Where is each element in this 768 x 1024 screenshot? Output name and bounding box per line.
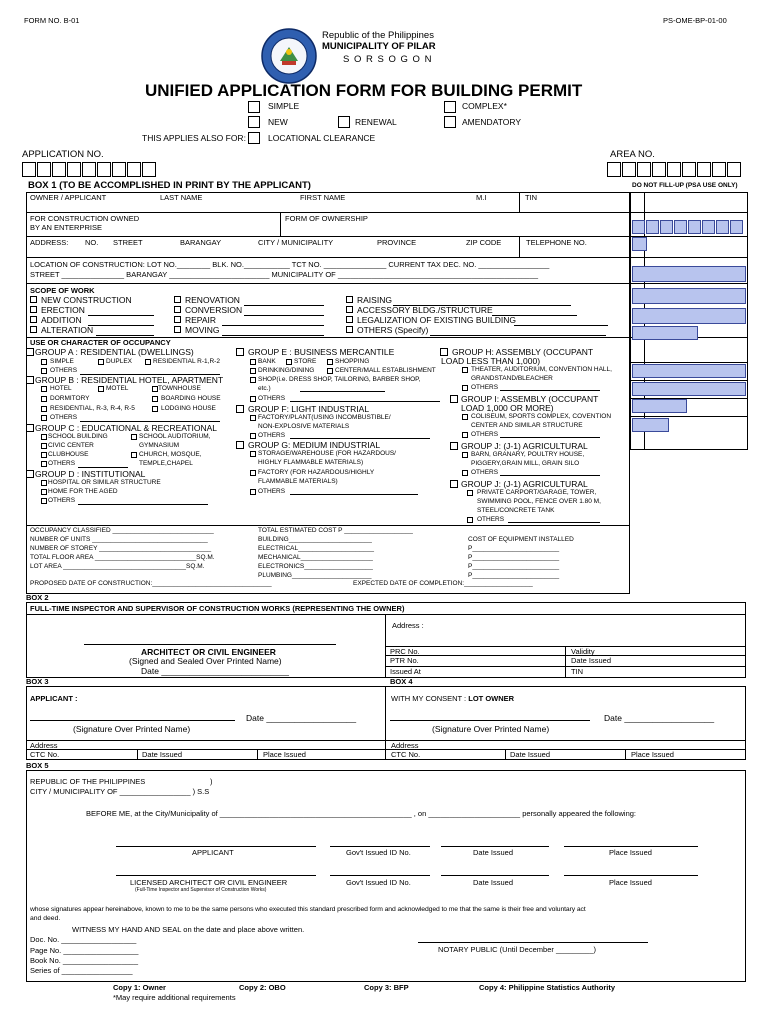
group-g-label: GROUP G: MEDIUM INDUSTRIAL [248, 440, 381, 450]
group-j2-checkbox[interactable] [450, 480, 458, 488]
gj-tank: STEEL/CONCRETE TANK [477, 507, 555, 514]
psa-box [632, 364, 746, 378]
group-f-label: GROUP F: LIGHT INDUSTRIAL [248, 404, 370, 414]
fulltime-inspector-note: (Full-Time Inspector and Supervisor of Construction Works) [135, 887, 267, 893]
scope-item: RAISING [357, 295, 392, 305]
gb-lodging-checkbox[interactable] [152, 406, 158, 412]
applicant-label: APPLICANT : [30, 694, 78, 703]
location-line-2[interactable]: STREET _______________ BARANGAY ________________________ MUNICIPALITY OF ________________________________________________ [30, 270, 539, 279]
enterprise-label-2: BY AN ENTERPRISE [30, 223, 102, 232]
scope-title: SCOPE OF WORK [30, 286, 95, 295]
copy-3: Copy 3: BFP [364, 983, 409, 992]
box4-date-issued: Date Issued [510, 750, 551, 759]
gj-others2: OTHERS [477, 516, 505, 523]
gg-others: OTHERS [258, 488, 286, 495]
address-street-label: STREET [113, 238, 143, 247]
psa-box [632, 418, 669, 432]
group-a-checkbox[interactable] [26, 348, 34, 356]
municipal-seal [260, 27, 318, 85]
gc-church-checkbox[interactable] [131, 452, 137, 458]
ge-shop: SHOP(i.e. DRESS SHOP, TAILORING, BARBER SHOP, [258, 376, 421, 383]
group-f-checkbox[interactable] [236, 405, 244, 413]
renewal-label: RENEWAL [355, 117, 397, 127]
book-no[interactable]: Book No. __________________ [30, 956, 139, 965]
gh-grandstand: GRANDSTAND/BLEACHER [471, 375, 553, 382]
gb-boarding-checkbox[interactable] [152, 396, 158, 402]
series-of[interactable]: Series of _________________ [30, 966, 133, 975]
box2-tin-label: TIN [571, 667, 584, 676]
group-d-label: GROUP D : INSTITUTIONAL [35, 469, 146, 479]
group-j2-label: GROUP J: (J-1) AGRICULTURAL [461, 479, 588, 489]
gi-center: CENTER AND SIMILAR STRUCTURE [471, 422, 583, 429]
first-name-label: FIRST NAME [300, 193, 346, 202]
scope-alteration-checkbox[interactable] [30, 326, 37, 333]
group-h-label-b: LOAD LESS THAN 1,000) [441, 356, 541, 366]
box3-address: Address [30, 741, 58, 750]
ge-mall-checkbox[interactable] [327, 368, 333, 374]
mi-label: M.I [476, 193, 487, 202]
ge-bank: BANK [258, 358, 276, 365]
republic-line: Republic of the Philippines [322, 30, 434, 41]
notary-place-issued: Place Issued [609, 848, 652, 857]
cost-electronics[interactable]: ELECTRONICS___________________ [258, 563, 373, 570]
gg-storage: STORAGE/WAREHOUSE (FOR HAZARDOUS/ [258, 450, 396, 457]
scope-item: ADDITION [41, 315, 82, 325]
number-of-storey[interactable]: NUMBER OF STOREY _______________________________ [30, 545, 212, 552]
group-b-label: GROUP B : RESIDENTIAL HOTEL, APARTMENT [35, 375, 224, 385]
box4-date[interactable]: Date ___________________ [604, 713, 715, 723]
notary-applicant: APPLICANT [192, 848, 234, 857]
box1-title: BOX 1 (TO BE ACCOMPLISHED IN PRINT BY THE APPLICANT) [28, 180, 311, 191]
scope-moving-checkbox[interactable] [174, 326, 181, 333]
republic-label: REPUBLIC OF THE PHILIPPINES [30, 777, 146, 786]
gb-hotel: HOTEL [50, 385, 72, 392]
ga-duplex-checkbox[interactable] [98, 359, 104, 365]
gg-others-checkbox[interactable] [250, 489, 256, 495]
notary-public-label: NOTARY PUBLIC (Until December _________) [438, 945, 596, 954]
scope-raising-checkbox[interactable] [346, 296, 353, 303]
ge-shop-checkbox[interactable] [250, 377, 256, 383]
province-line: S O R S O G O N [343, 54, 433, 65]
gc-temple: TEMPLE,CHAPEL [139, 460, 193, 467]
republic-paren: ) [210, 777, 213, 786]
address-province-label: PROVINCE [377, 238, 417, 247]
gg-factory-checkbox[interactable] [250, 470, 256, 476]
ga-simple: SIMPLE [50, 358, 74, 365]
address-label: ADDRESS: [30, 238, 69, 247]
box4-place-issued: Place Issued [631, 750, 674, 759]
new-label: NEW [268, 117, 288, 127]
gg-flammable: HIGHLY FLAMMABLE MATERIALS) [258, 459, 364, 466]
occupancy-classified[interactable]: OCCUPANCY CLASSIFIED ____________________________ [30, 527, 214, 534]
application-no-label: APPLICATION NO. [22, 149, 104, 160]
group-i-label: GROUP I: ASSEMBLY (OCCUPANT [461, 394, 599, 404]
gd-home-checkbox[interactable] [41, 489, 47, 495]
box2-date[interactable]: Date ___________________________ [141, 666, 289, 676]
gc-school-checkbox[interactable] [41, 434, 47, 440]
ge-mall: CENTER/MALL ESTABLISHMENT [335, 367, 436, 374]
gh-theater-checkbox[interactable] [462, 367, 468, 373]
gc-others-checkbox[interactable] [41, 461, 47, 467]
group-e-label: GROUP E : BUSINESS MERCANTILE [248, 347, 395, 357]
group-c-checkbox[interactable] [26, 424, 34, 432]
gb-motel: MOTEL [106, 385, 129, 392]
group-h-label: GROUP H: ASSEMBLY (OCCUPANT [452, 347, 594, 357]
group-e-checkbox[interactable] [236, 348, 244, 356]
signed-sealed-label: (Signed and Sealed Over Printed Name) [129, 656, 282, 666]
form-ownership-label: FORM OF OWNERSHIP [285, 214, 368, 223]
gf-factory-checkbox[interactable] [250, 415, 256, 421]
scope-item: LEGALIZATION OF EXISTING BUILDING [357, 315, 517, 325]
scope-new-checkbox[interactable] [30, 296, 37, 303]
gb-others: OTHERS [50, 414, 78, 421]
equipment-line[interactable]: P________________________ [468, 563, 560, 570]
gj-barn: BARN, GRANARY, POULTRY HOUSE, [471, 451, 585, 458]
number-of-units[interactable]: NUMBER OF UNITS ________________________________ [30, 536, 208, 543]
gb-townhouse: TOWNHOUSE [158, 385, 201, 392]
gd-home: HOME FOR THE AGED [48, 488, 118, 495]
gb-lodging: LODGING HOUSE [161, 405, 216, 412]
scope-erection-checkbox[interactable] [30, 306, 37, 313]
box2-label: BOX 2 [26, 593, 49, 602]
equipment-line[interactable]: P________________________ [468, 554, 560, 561]
equipment-cost-label: COST OF EQUIPMENT INSTALLED [468, 536, 574, 543]
scope-item: OTHERS (Specify) [357, 325, 429, 335]
copy-1: Copy 1: Owner [113, 983, 166, 992]
locational-checkbox[interactable] [248, 132, 260, 144]
gc-clubhouse: CLUBHOUSE [48, 451, 89, 458]
form-number: FORM NO. B-01 [24, 16, 80, 25]
cost-mechanical[interactable]: MECHANICAL____________________ [258, 554, 373, 561]
box4-ctc: CTC No. [391, 750, 421, 759]
box2-title: FULL-TIME INSPECTOR AND SUPERVISOR OF CONSTRUCTION WORKS (REPRESENTING THE OWNER) [30, 604, 405, 613]
applies-also-label: THIS APPLIES ALSO FOR: [142, 133, 246, 143]
group-j-checkbox[interactable] [450, 442, 458, 450]
box2-address-label: Address : [392, 621, 424, 630]
group-d-checkbox[interactable] [26, 470, 34, 478]
gi-coliseum: COLISEUM, SPORTS COMPLEX, COVENTION [471, 413, 612, 420]
gf-nonexplosive: NON-EXPLOSIVE MATERIALS [258, 423, 350, 430]
gj-piggery: PIGGERY,GRAIN MILL, GRAIN SILO [471, 460, 580, 467]
ga-others: OTHERS [50, 367, 78, 374]
last-name-label: LAST NAME [160, 193, 203, 202]
box3-place-issued: Place Issued [263, 750, 306, 759]
address-barangay-label: BARANGAY [180, 238, 222, 247]
telephone-label: TELEPHONE NO. [526, 238, 587, 247]
ge-shopping-checkbox[interactable] [327, 359, 333, 365]
doc-no[interactable]: Doc. No. __________________ [30, 935, 137, 944]
complex-checkbox[interactable] [444, 101, 456, 113]
gi-others-checkbox[interactable] [462, 432, 468, 438]
psa-box [632, 266, 746, 282]
gc-auditorium-checkbox[interactable] [131, 434, 137, 440]
ga-others-checkbox[interactable] [41, 368, 47, 374]
owner-label: OWNER / APPLICANT [30, 193, 107, 202]
prc-label: PRC No. [390, 647, 420, 656]
group-b-checkbox[interactable] [26, 376, 34, 384]
city-ss-label: CITY / MUNICIPALITY OF _________________ ) S.S [30, 787, 210, 796]
psa-box [632, 237, 647, 251]
gf-factory: FACTORY/PLANT(USING INCOMBUSTIBLE/ [258, 414, 391, 421]
before-me-text: BEFORE ME, at the City/Municipality of ______________________________________________ , on ______________________ personally appeared the following: [86, 809, 637, 818]
ge-store-checkbox[interactable] [286, 359, 292, 365]
gg-storage-checkbox[interactable] [250, 451, 256, 457]
notary-date-issued-2: Date Issued [473, 878, 514, 887]
group-i-label-b: LOAD 1,000 OR MORE) [461, 403, 554, 413]
ge-shop-etc: etc.) [258, 385, 271, 392]
gj-carport-checkbox[interactable] [467, 490, 473, 496]
psa-box [632, 326, 698, 340]
scope-item: REPAIR [185, 315, 217, 325]
gb-motel-checkbox[interactable] [98, 386, 104, 392]
scope-item: ALTERATION [41, 325, 94, 335]
total-estimated-cost[interactable]: TOTAL ESTIMATED COST P ___________________ [258, 527, 413, 534]
application-no-boxes[interactable] [22, 162, 157, 177]
gb-boarding: BOARDING HOUSE [161, 395, 221, 402]
gj-others2-checkbox[interactable] [467, 517, 473, 523]
group-c-label: GROUP C : EDUCATIONAL & RECREATIONAL [35, 423, 217, 433]
box4-label: BOX 4 [390, 677, 413, 686]
gj-barn-checkbox[interactable] [462, 452, 468, 458]
gd-others-checkbox[interactable] [41, 498, 47, 504]
ptr-label: PTR No. [390, 656, 419, 665]
ge-dining: DRINKING/DINING [258, 367, 315, 374]
witness-text: WITNESS MY HAND AND SEAL on the date and place above written. [72, 925, 305, 934]
scope-addition-checkbox[interactable] [30, 316, 37, 323]
govt-id-label: Gov't Issued ID No. [346, 848, 411, 857]
gb-residential: RESIDENTIAL, R-3, R-4, R-5 [50, 405, 135, 412]
enterprise-label-1: FOR CONSTRUCTION OWNED [30, 214, 140, 223]
box5-label: BOX 5 [26, 761, 49, 770]
psa-box [632, 399, 687, 413]
area-no-boxes[interactable] [607, 162, 742, 177]
psa-box [632, 288, 746, 304]
ge-others: OTHERS [258, 395, 286, 402]
scope-item: NEW CONSTRUCTION [41, 295, 132, 305]
scope-item: ERECTION [41, 305, 85, 315]
gj-others-checkbox[interactable] [462, 470, 468, 476]
page-no[interactable]: Page No. __________________ [30, 946, 139, 955]
expected-date[interactable]: EXPECTED DATE OF COMPLETION:___________________ [353, 580, 533, 587]
scope-others-checkbox[interactable] [346, 326, 353, 333]
ga-residential-checkbox[interactable] [145, 359, 151, 365]
notary-date-issued: Date Issued [473, 848, 514, 857]
group-h-checkbox[interactable] [440, 348, 448, 356]
gi-coliseum-checkbox[interactable] [462, 414, 468, 420]
scope-repair-checkbox[interactable] [174, 316, 181, 323]
validity-label: Validity [571, 647, 595, 656]
gj-carport: PRIVATE CARPORT/GARAGE, TOWER, [477, 489, 597, 496]
scope-conversion-checkbox[interactable] [174, 306, 181, 313]
group-i-checkbox[interactable] [450, 395, 458, 403]
equipment-line[interactable]: P________________________ [468, 545, 560, 552]
amendatory-checkbox[interactable] [444, 116, 456, 128]
gh-others-checkbox[interactable] [462, 385, 468, 391]
locational-label: LOCATIONAL CLEARANCE [268, 133, 376, 143]
gj-others: OTHERS [471, 469, 499, 476]
gc-others: OTHERS [48, 460, 76, 467]
ge-store: STORE [294, 358, 317, 365]
scope-item: MOVING [185, 325, 220, 335]
gj-pool: SWIMMING POOL, FENCE OVER 1.80 M, [477, 498, 601, 505]
scope-accessory-checkbox[interactable] [346, 306, 353, 313]
gc-gymnasium: GYMNASIUM [139, 442, 180, 449]
simple-checkbox[interactable] [248, 101, 260, 113]
gh-others: OTHERS [471, 384, 499, 391]
issued-at-label: Issued At [390, 667, 421, 676]
area-no-label: AREA NO. [610, 149, 655, 160]
box4-address: Address [391, 741, 419, 750]
gg-factory-b: FLAMMABLE MATERIALS) [258, 478, 338, 485]
psa-use-only-label: DO NOT FILL-UP (PSA USE ONLY) [632, 182, 738, 189]
ga-residential: RESIDENTIAL R-1,R-2 [153, 358, 220, 365]
gb-residential-checkbox[interactable] [41, 406, 47, 412]
govt-id-label-2: Gov't Issued ID No. [346, 878, 411, 887]
gb-dormitory-checkbox[interactable] [41, 396, 47, 402]
group-a-label: GROUP A : RESIDENTIAL (DWELLINGS) [35, 347, 194, 357]
architect-label: ARCHITECT OR CIVIL ENGINEER [141, 647, 276, 657]
amendatory-label: AMENDATORY [462, 117, 522, 127]
copy-4: Copy 4: Philippine Statistics Authority [479, 983, 615, 992]
gi-others: OTHERS [471, 431, 499, 438]
simple-label: SIMPLE [268, 101, 300, 111]
gc-civic: CIVIC CENTER [48, 442, 94, 449]
licensed-architect-label: LICENSED ARCHITECT OR CIVIL ENGINEER [130, 878, 288, 887]
scope-item: CONVERSION [185, 305, 243, 315]
gb-others-checkbox[interactable] [41, 415, 47, 421]
new-checkbox[interactable] [248, 116, 260, 128]
gh-theater: THEATER, AUDITORIUM, CONVENTION HALL, [471, 366, 612, 373]
psa-code-boxes [632, 220, 746, 234]
consent-label: WITH MY CONSENT : LOT OWNER [391, 694, 515, 703]
total-floor-area[interactable]: TOTAL FLOOR AREA ____________________________SQ.M. [30, 554, 215, 561]
box4-signature-label: (Signature Over Printed Name) [432, 724, 550, 734]
acknowledgment-text-2: and deed. [30, 915, 61, 922]
notary-place-issued-2: Place Issued [609, 878, 652, 887]
additional-requirements-note: *May require additional requirements [113, 993, 236, 1002]
gc-clubhouse-checkbox[interactable] [41, 452, 47, 458]
psa-box [632, 308, 746, 324]
lot-area[interactable]: LOT AREA __________________________________SQ.M. [30, 563, 205, 570]
acknowledgment-text: whose signatures appear hereinabove, known to me to be the same persons who executed this standard prescribed form and acknowledged to me that the same is their free and voluntary act [30, 906, 586, 913]
gc-school: SCHOOL BUILDING [48, 433, 108, 440]
gf-others-checkbox[interactable] [250, 433, 256, 439]
form-code: PS-OME-BP-01-00 [663, 16, 727, 25]
gd-hospital-checkbox[interactable] [41, 480, 47, 486]
page-title: UNIFIED APPLICATION FORM FOR BUILDING PERMIT [145, 81, 583, 100]
ga-simple-checkbox[interactable] [41, 359, 47, 365]
ga-duplex: DUPLEX [106, 358, 133, 365]
gd-hospital: HOSPITAL OR SIMILAR STRUCTURE [48, 479, 161, 486]
cost-building[interactable]: BUILDING_______________________ [258, 536, 372, 543]
cost-plumbing[interactable]: PLUMBING______________________ [258, 572, 372, 579]
ge-shopping: SHOPPING [335, 358, 370, 365]
box3-date-issued: Date Issued [142, 750, 183, 759]
tin-label: TIN [525, 193, 538, 202]
psa-box [632, 382, 746, 396]
date-issued-label: Date Issued [571, 656, 612, 665]
gg-factory: FACTORY (FOR HAZARDOUS/HIGHLY [258, 469, 375, 476]
scope-renovation-checkbox[interactable] [174, 296, 181, 303]
gd-others: OTHERS [48, 497, 76, 504]
group-j-label: GROUP J: (J-1) AGRICULTURAL [461, 441, 588, 451]
scope-item: ACCESSORY BLDG./STRUCTURE [357, 305, 493, 315]
ge-others-checkbox[interactable] [250, 396, 256, 402]
gc-church: CHURCH, MOSQUE, [139, 451, 202, 458]
group-g-checkbox[interactable] [236, 441, 244, 449]
gb-hotel-checkbox[interactable] [41, 386, 47, 392]
proposed-date[interactable]: PROPOSED DATE OF CONSTRUCTION:_________________________________ [30, 580, 272, 587]
box3-label: BOX 3 [26, 677, 49, 686]
cost-electrical[interactable]: ELECTRICAL_____________________ [258, 545, 375, 552]
complex-label: COMPLEX* [462, 101, 507, 111]
copy-2: Copy 2: OBO [239, 983, 286, 992]
renewal-checkbox[interactable] [338, 116, 350, 128]
address-city-label: CITY / MUNICIPALITY [258, 238, 334, 247]
scope-legalization-checkbox[interactable] [346, 316, 353, 323]
address-no-label: NO. [85, 238, 99, 247]
box3-date[interactable]: Date ___________________ [246, 713, 357, 723]
municipality-line: MUNICIPALITY OF PILAR [322, 41, 436, 52]
equipment-line[interactable]: P________________________ [468, 572, 560, 579]
box3-ctc: CTC No. [30, 750, 60, 759]
gb-dormitory: DORMITORY [50, 395, 90, 402]
lot-owner-label: LOT OWNER [468, 694, 515, 703]
box3-signature-label: (Signature Over Printed Name) [73, 724, 191, 734]
ge-bank-checkbox[interactable] [250, 359, 256, 365]
gf-others: OTHERS [258, 432, 286, 439]
ge-dining-checkbox[interactable] [250, 368, 256, 374]
gc-civic-checkbox[interactable] [41, 443, 47, 449]
scope-item: RENOVATION [185, 295, 240, 305]
location-line-1[interactable]: LOCATION OF CONSTRUCTION: LOT NO.________ BLK. NO.___________ TCT NO. _______________ CURRENT TAX DEC. NO. _________________ [30, 260, 550, 269]
address-zip-label: ZIP CODE [466, 238, 502, 247]
gc-auditorium: SCHOOL AUDITORIUM, [139, 433, 211, 440]
occupancy-title: USE OR CHARACTER OF OCCUPANCY [30, 338, 171, 347]
